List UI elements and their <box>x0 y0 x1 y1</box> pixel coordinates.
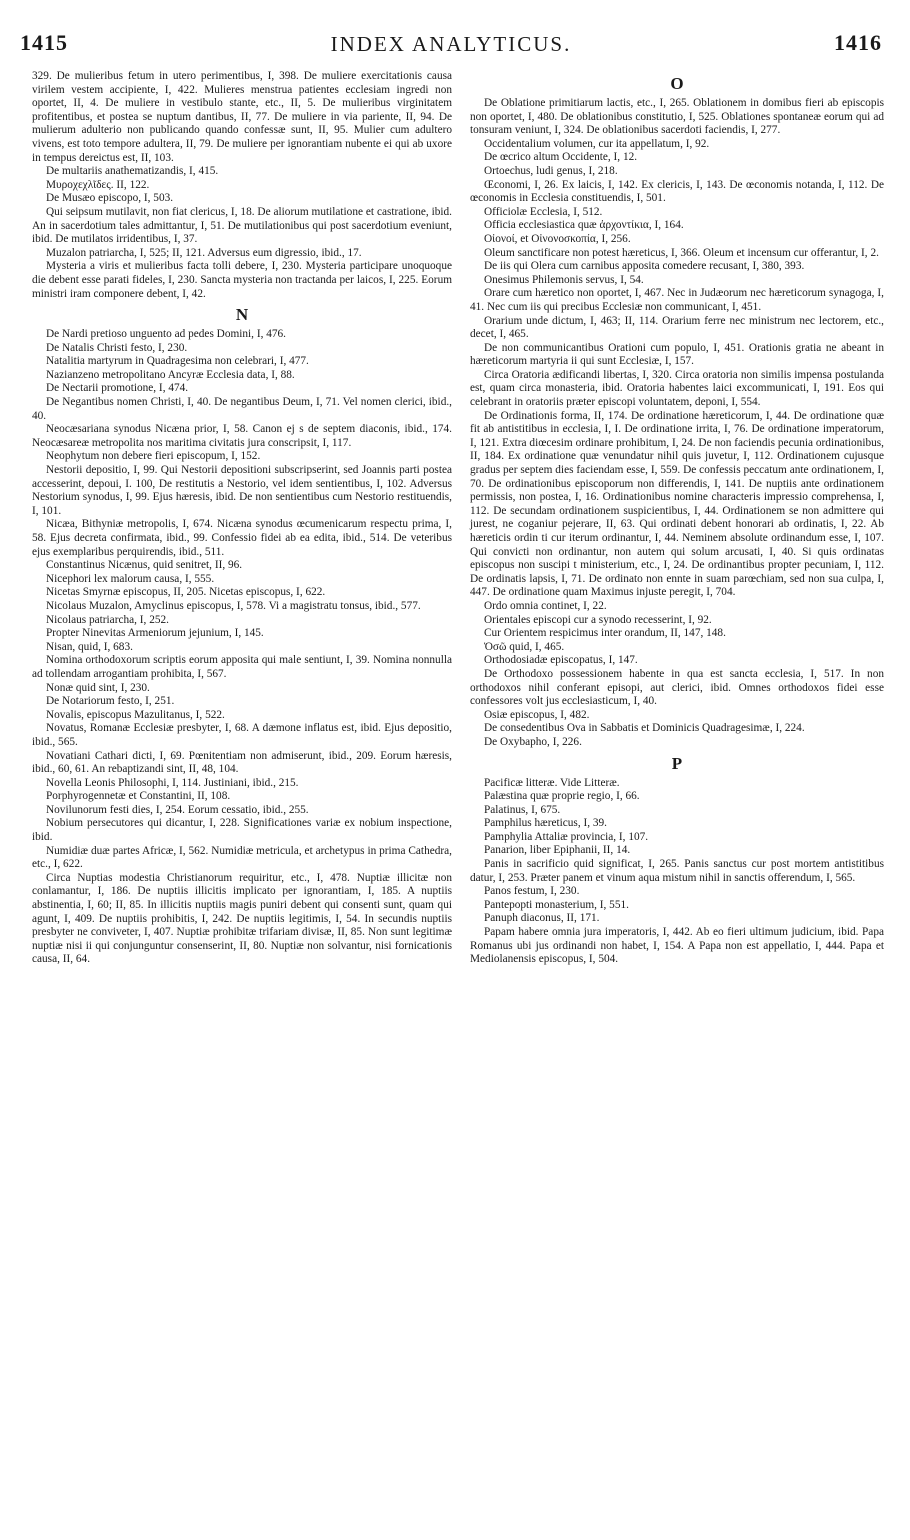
page-number-left: 1415 <box>20 30 68 55</box>
index-entry: De Ordinationis forma, II, 174. De ordinatione hæreticorum, I, 44. De ordinatione quæ fit ab antistitibus in ecclesia, I, I. De ordinatione irrita, I, 76. De ordinatione imperatorum, I, 121. Extra diœcesim ordinare prohibitum, I, 24. De non faciendis pecunia ordinationibus, II, 184. Ex ordinatione quæ venundatur nihil quis juvetur, I, 112. Ordinationem cujusque gradus per septem dies faciendam esse, I, 559. De confessis peccatum ante ordinationem, I, 70. De ordinationibus episcoporum non differendis, I, 141. De nuptiis ante ordinationem permissis, non postea, I, 16. Ordinationibus nomine characteris impressio comprehensa, I, 112. De secundam ordinationem suspicientibus, I, 44. Ordinationem se non admittere qui jurest, ne coganiur pejerare, II, 63. Qui ordinati debent honorari ab ordinatis, I, 22. Ab hæreticis ordin ti cur iterum ordinantur, I, 44. Neminem absolute ordinandum esse, I, 107. Qui convicti non ordinantur, non autem qui solum arcusati, I, 40. Si quis ordinatas episcopus non suscipi t ministerium, etc., I, 24. De ordinantibus propter pecuniam, I, 112. De ordinatis lapsis, I, 71. De ordinato non ennte in suam parœchiam, sed non sua culpa, I, 447. De ordinatione quam Maximus injuste peregit, I, 704. <box>470 409 884 599</box>
index-entry: Nicetas Smyrnæ episcopus, II, 205. Nicetas episcopus, I, 622. <box>46 586 326 599</box>
index-entry: Officia ecclesiastica quæ ἀρχοντίκια, I, 164. <box>484 219 684 232</box>
index-entry: Neocæsariana synodus Nicæna prior, I, 58. Canon ej s de septem diaconis, ibid., 174. Neocæsareæ metropolita nos maritima civitatis jura conscripsit, I, 117. <box>32 423 452 449</box>
index-entry: Pamphilus hæreticus, I, 39. <box>484 817 608 830</box>
index-entry: Oleum sanctificare non potest hæreticus, I, 366. Oleum et incensum cur offerantur, I, 2. <box>484 246 879 259</box>
index-entry: De Oblatione primitiarum lactis, etc., I, 265. Oblationem in domibus fieri ab episcopis non oportet, I, 480. De oblationibus constitutio, I, 525. Oblationes spontaneæ eorum qui ad tonsuram veniunt, I, 324. De oblationibus sacerdoti faciendis, I, 277. <box>470 97 884 137</box>
index-entry: Mysteria a viris et mulieribus facta tolli debere, I, 230. Mysteria participare unoquoque die debent esse parati fideles, I, 230. Sancta mysteria non tractanda per laicos, I, 225. Eorum ministri iram componere debent, I, 42. <box>32 260 452 300</box>
index-entry: Pamphylia Attaliæ provincia, I, 107. <box>484 830 649 843</box>
section-letter-n: N <box>235 305 249 325</box>
index-entry: Papam habere omnia jura imperatoris, I, 442. Ab eo fieri ultimum judicium, ibid. Papa Romanus ubi jus ordinandi non habet, I, 154. A Papa non est appellatio, I, 444. Papa et Mediolanensis episcopus, I, 504. <box>470 926 884 966</box>
index-entry: Nicephori lex malorum causa, I, 555. <box>46 572 215 585</box>
index-entry: Οἰονοί, et Οἰνονοσκοπία, I, 256. <box>484 232 631 245</box>
index-entry: Ortoechus, ludi genus, I, 218. <box>484 164 618 177</box>
index-entry: Orare cum hæretico non oportet, I, 467. Nec in Judæorum nec hæreticorum synagoga, I, 41. Nec cum iis qui precibus Ecclesiæ non communicant, I, 451. <box>470 287 884 313</box>
index-entry: Circa Nuptias modestia Christianorum requiritur, etc., I, 478. Nuptiæ illicitæ non conlamantur, I, 186. De nuptiis illicitis implicato per ignorantiam, I, 185. A nuptiis abstinentia, I, 60; II, 85. In illicitis nuptiis magis puniri debent qui consenti sunt, quam qui agunt, I, 409. De nuptiis prohibitis, I, 242. De nuptiis legitimis, I, 54. In secundis nuptiis presbyter ne conviveter, I, 407. Nuptiæ prohibitæ trifariam divisæ, II, 85. Non sunt legitimæ nuptiæ nisi ii qui conjunguntur consenserint, II, 80. Nuptiæ non solvantur, nisi fornicationis causa, II, 64. <box>32 871 452 966</box>
index-entry: Orarium unde dictum, I, 463; II, 114. Orarium ferre nec ministrum nec lectorem, etc., decet, I, 465. <box>470 314 884 341</box>
index-entry: De Musæo episcopo, I, 503. <box>46 192 174 205</box>
index-entry: Nisan, quid, I, 683. <box>46 640 133 653</box>
index-entry: Panuph diaconus, II, 171. <box>484 912 600 925</box>
index-entry: 329. De mulieribus fetum in utero perimentibus, I, 398. De muliere exercitationis causa virilem vestem accipiente, I, 422. Mulieres menstrua patientes ecclesiam ingredi non oportet, II, 4. De muliere in vestibulo stante, etc., II, 5. De mulieribus virginitatem profitentibus, et postea se nuptum dantibus, II, 77. De muliere in via pariente, II, 94. De mulierum adulterio non publicando quando confessæ sunt, II, 95. Mulier cum adultero vivens, est toto tempore adultera, II, 79. De muliere per ignorantiam nubente ei qui ab uxore in tempus dereictus est, II, 103. <box>32 70 452 164</box>
section-letter-o: O <box>670 74 684 93</box>
index-entry: Ordo omnia continet, I, 22. <box>484 599 607 612</box>
index-entry: De iis qui Olera cum carnibus apposita comedere recusant, I, 380, 393. <box>484 260 805 273</box>
entries-p <box>470 777 884 967</box>
index-entry: Nicæa, Bithyniæ metropolis, I, 674. Nicæna synodus œcumenicarum respectu prima, I, 58. Ejus decreta confirmata, ibid., 99. Confessio fidei ab ea edita, ibid., 514. De veteribus ejus exemplaribus perquirendis, ibid., 511. <box>32 518 452 558</box>
index-entry: Nazianzeno metropolitano Ancyræ Ecclesia data, I, 88. <box>46 368 295 381</box>
index-entry: De Nardi pretioso unguento ad pedes Domini, I, 476. <box>46 328 287 341</box>
index-entry: Osiæ episcopus, I, 482. <box>484 708 590 721</box>
index-entry: Constantinus Nicænus, quid senitret, II, 96. <box>46 559 243 572</box>
index-entry: Μυροχεχλῖδες. II, 122. <box>46 178 150 191</box>
entries-n <box>32 328 452 967</box>
index-entry: De multariis anathematizandis, I, 415. <box>46 165 219 178</box>
index-entry: De Negantibus nomen Christi, I, 40. De negantibus Deum, I, 71. Vel nomen clerici, ibid., 40. <box>32 396 452 422</box>
index-entry: Nicolaus patriarcha, I, 252. <box>46 613 169 626</box>
index-entry: De non communicantibus Orationi cum populo, I, 451. Orationis gratia ne abeant in hæreticorum martyria ii qui sunt Ecclesiæ, I, 157. <box>470 341 884 368</box>
index-entry: Natalitia martyrum in Quadragesima non celebrari, I, 477. <box>46 355 309 368</box>
index-entry: Novatus, Romanæ Ecclesiæ presbyter, I, 68. A dæmone inflatus est, ibid. Ejus depositio, ibid., 565. <box>32 722 452 748</box>
index-entry: Qui seipsum mutilavit, non fiat clericus, I, 18. De aliorum mutilatione et castratione, ibid. An in sacerdotium tales admittantur, I, 51. De mutilationibus qui post sacerdotium eveniunt, ibid. De mutilatos irridentibus, I, 37. <box>32 205 452 246</box>
index-entry: Orientales episcopi cur a synodo recesserint, I, 92. <box>484 613 712 626</box>
index-entry: Novalis, episcopus Mazulitanus, I, 522. <box>46 708 225 721</box>
index-entry: Officiolæ Ecclesia, I, 512. <box>484 205 603 218</box>
index-entry: Novella Leonis Philosophi, I, 114. Justiniani, ibid., 215. <box>46 776 299 789</box>
page-title: INDEX ANALYTICUS. <box>330 32 572 56</box>
section-letter-p: P <box>671 753 683 773</box>
index-entry: Circa Oratoria ædificandi libertas, I, 320. Circa oratoria non similis impensa postulanda est, quam circa monasteria, ibid. Oratoria habentes laici excommunicati, I, 191. Eos qui celebrant in oratoriis præter episcopi voluntatem, deponi, I, 554. <box>470 368 884 409</box>
index-entry: Occidentalium volumen, cur ita appellatum, I, 92. <box>484 137 710 150</box>
left-column <box>32 70 452 967</box>
index-entry: Numidiæ duæ partes Africæ, I, 562. Numidiæ metricula, et archetypus in prima Cathedra, etc., I, 622. <box>32 844 452 871</box>
index-entry: Œconomi, I, 26. Ex laicis, I, 142. Ex clericis, I, 143. De œconomis notanda, I, 112. De œconomis in Ecclesia constituendis, I, 501. <box>470 178 884 205</box>
page-number-right: 1416 <box>834 30 882 55</box>
index-entry: De Orthodoxo possessionem habente in qua est sancta ecclesia, I, 517. In non orthodoxos nihil conferant episopi, aut clerici, ibid. Omnes orthodoxos fidei esse confessores volt jus ecclesiasticum, I, 40. <box>470 667 884 708</box>
index-entry: De œcrico altum Occidente, I, 12. <box>484 151 638 164</box>
index-entry: Pacificæ litteræ. Vide Litteræ. <box>484 776 620 789</box>
right-column <box>470 70 884 967</box>
index-entry: Nonæ quid sint, I, 230. <box>46 681 150 694</box>
index-entry: Porphyrogennetæ et Constantini, II, 108. <box>46 790 231 803</box>
index-entry: Neophytum non debere fieri episcopum, I, 152. <box>46 450 261 463</box>
index-entry: De Natalis Christi festo, I, 230. <box>46 341 188 354</box>
index-entry: Cur Orientem respicimus inter orandum, II, 147, 148. <box>484 627 726 640</box>
entries-m <box>32 70 452 301</box>
index-entry: Novatiani Cathari dicti, I, 69. Pœnitentiam non admiserunt, ibid., 209. Eorum hæresis, ibid., 60, 61. An rebaptizandi sint, II, 48, 104. <box>32 749 452 776</box>
index-entry: Nomina orthodoxorum scriptis eorum apposita qui male sentiunt, I, 39. Nomina nonnulla ad tollendam arrogantiam prohibita, I, 567. <box>32 654 452 680</box>
index-entry: De Notariorum festo, I, 251. <box>46 695 175 708</box>
index-entry: Nestorii depositio, I, 99. Qui Nestorii depositioni subscripserint, sed Joannis parti postea accesserint, depoui, I. 100, De restitutis a Nestorio, vel idem sentientibus, I, 102. Adversus Nestorium synodus, I, 99. Ejus hæresis, ibid. De non sentientibus cum Nestorio restituendis, I, 101. <box>32 464 452 517</box>
index-entry: Muzalon patriarcha, I, 525; II, 121. Adversus eum digressio, ibid., 17. <box>46 246 362 259</box>
index-entry: De Nectarii promotione, I, 474. <box>46 382 189 395</box>
index-entry: Novilunorum festi dies, I, 254. Eorum cessatio, ibid., 255. <box>46 803 309 816</box>
index-entry: Palatinus, I, 675. <box>484 803 561 816</box>
index-entry: De consedentibus Ova in Sabbatis et Dominicis Quadragesimæ, I, 224. <box>484 722 805 735</box>
index-entry: Ὁσῶ quid, I, 465. <box>484 640 565 653</box>
index-entry: Pantepopti monasterium, I, 551. <box>484 898 629 911</box>
index-entry: Nicolaus Muzalon, Amyclinus episcopus, I, 578. Vi a magistratu tonsus, ibid., 577. <box>46 599 421 612</box>
index-entry: Onesimus Philemonis servus, I, 54. <box>484 273 644 286</box>
index-entry: Panos festum, I, 230. <box>484 885 580 898</box>
index-entry: Panarion, liber Epiphanii, II, 14. <box>484 844 631 857</box>
index-entry: De Oxybapho, I, 226. <box>484 735 582 748</box>
entries-o <box>470 97 884 750</box>
index-entry: Orthodosiadæ episcopatus, I, 147. <box>484 654 638 667</box>
index-entry: Propter Ninevitas Armeniorum jejunium, I, 145. <box>46 627 264 640</box>
index-entry: Nobium persecutores qui dicantur, I, 228. Significationes variæ ex nobium inspectione, ibid. <box>32 817 452 844</box>
index-entry: Panis in sacrificio quid significat, I, 265. Panis sanctus cur post mortem antistitibus datur, I, 253. Præter panem et vinum aqua mistum nihil in sanctis offerendum, I, 565. <box>470 858 884 884</box>
index-entry: Palæstina quæ proprie regio, I, 66. <box>484 790 640 803</box>
page-header <box>20 30 882 64</box>
